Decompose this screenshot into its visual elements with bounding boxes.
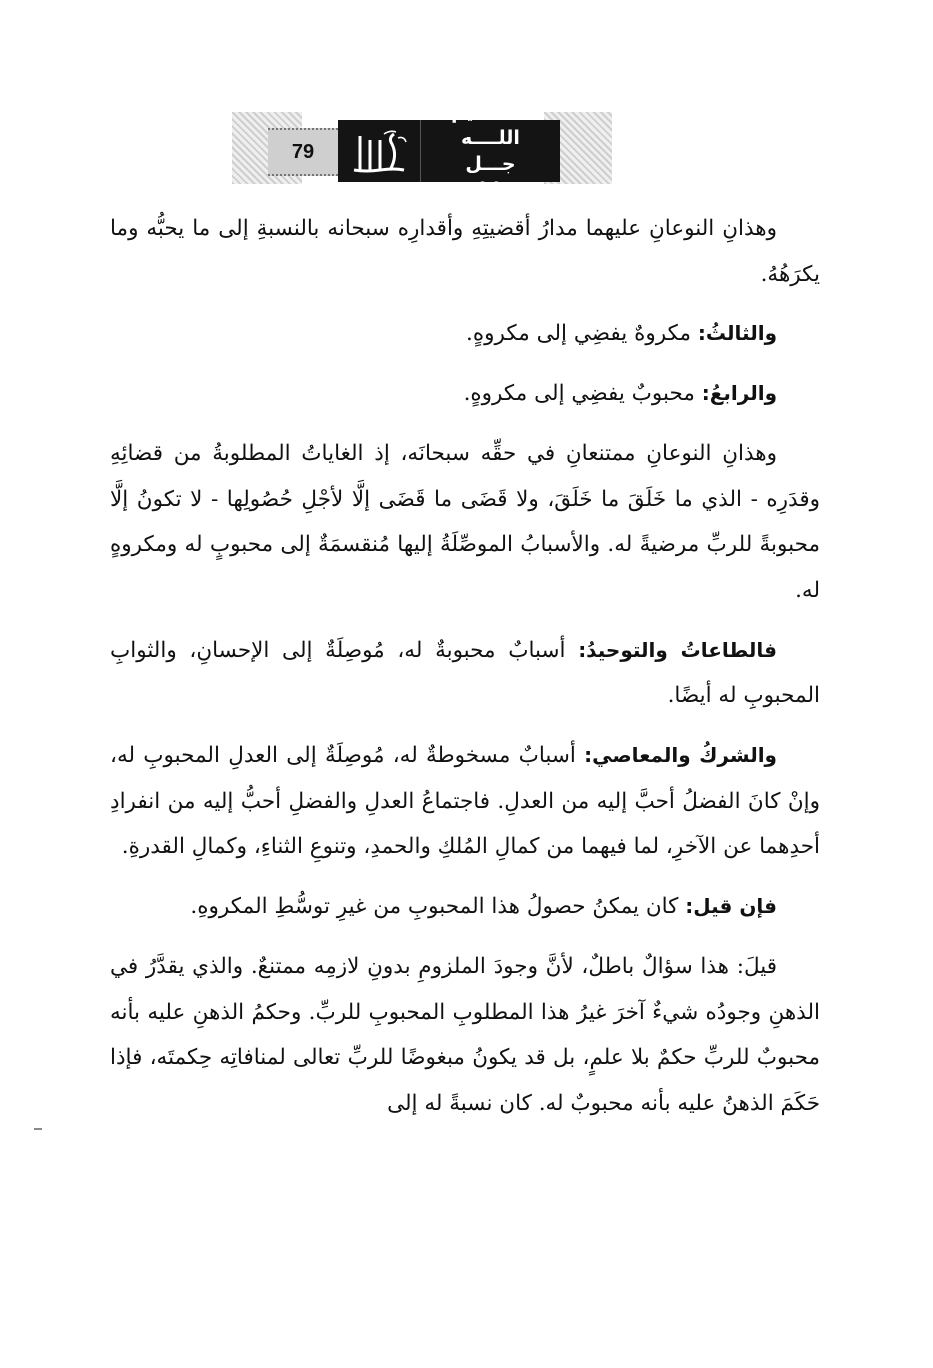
paragraph xyxy=(110,431,820,614)
allah-calligraphy-icon xyxy=(338,120,421,182)
paragraph-lead: والرابعُ: xyxy=(701,381,777,406)
paragraph xyxy=(110,371,820,417)
paragraph xyxy=(110,311,820,357)
margin-mark xyxy=(34,1128,42,1130)
page-number-box xyxy=(268,128,338,176)
paragraph xyxy=(110,206,820,297)
paragraph-text: أسبابٌ محبوبةٌ له، مُوصِلَةٌ إلى الإحسانِ، والثوابِ المحبوبِ له أيضًا. xyxy=(110,637,820,709)
paragraph xyxy=(110,628,820,719)
paragraph-lead: فإن قيل: xyxy=(685,894,777,919)
paragraph-text: وهذانِ النوعانِ عليهما مدارُ أقضيتِهِ وأقدارِه سبحانه بالنسبةِ إلى ما يحبُّه وما يكرَهُهُ. xyxy=(110,216,820,287)
paragraph-lead: والشركُ والمعاصي: xyxy=(584,743,777,768)
paragraph xyxy=(110,733,820,870)
running-header xyxy=(232,101,612,201)
paragraph-text: وهذانِ النوعانِ ممتنعانِ في حقِّه سبحانَه، إذ الغاياتُ المطلوبةُ من قضائِهِ وقدَرِه - الذي ما خَلَقَ ما خَلَقَ، ولا قَضَى ما قَضَى إلَّا لأجْلِ حُصُولِها - لا تكونُ إلَّا محبوبةً للربِّ مرضيةً له. والأسبابُ الموصِّلَةُ إليها مُنقسمَةٌ إلى محبوبٍ له ومكروهٍ له. xyxy=(110,440,820,603)
header-title-line-1: تعظـــيم اللــــه xyxy=(451,101,530,149)
paragraph-text: محبوبٌ يفضِي إلى مكروهٍ. xyxy=(463,381,702,407)
paragraph-lead: والثالثُ: xyxy=(697,321,777,346)
paragraph-text: قيلَ: هذا سؤالٌ باطلٌ، لأنَّ وجودَ الملزومِ بدونِ لازمِه ممتنعٌ. والذي يقدَّرُ في الذهنِ وجودُه شيءٌ آخرَ غيرُ هذا المطلوبِ المحبوبِ للربِّ. وحكمُ الذهنِ عليه بأنه محبوبٌ للربِّ حكمٌ بلا علمٍ، بل قد يكونُ مبغوضًا للربِّ تعالى لمنافاتِه حِكمتَه، فإذا حَكَمَ الذهنُ عليه بأنه محبوبٌ له. كان نسبةً له إلى xyxy=(110,953,820,1116)
paragraph xyxy=(110,884,820,930)
page-number: 79 xyxy=(291,140,315,163)
header-title-bar xyxy=(338,101,560,201)
body-text xyxy=(110,206,820,1141)
paragraph-text: مكروهٌ يفضِي إلى مكروهٍ. xyxy=(466,321,698,347)
paragraph-text: كان يمكنُ حصولُ هذا المحبوبِ من غيرِ توسُّطِ المكروهِ. xyxy=(190,894,686,920)
paragraph xyxy=(110,944,820,1127)
header-title-line-2: جـــل جـــلالـــه xyxy=(447,153,534,201)
paragraph-lead: فالطاعاتُ والتوحيدُ: xyxy=(578,637,777,662)
paragraph-text: أسبابٌ مسخوطةٌ له، مُوصِلَةٌ إلى العدلِ المحبوبِ له، وإنْ كانَ الفضلُ أحبَّ إليه من العدلِ. فاجتماعُ العدلِ والفضلِ أحبُّ إليه من انفرادِ أحدِهما عن الآخرِ، لما فيهما من كمالِ المُلكِ والحمدِ، وتنوعِ الثناءِ، وكمالِ القدرةِ. xyxy=(110,743,820,860)
